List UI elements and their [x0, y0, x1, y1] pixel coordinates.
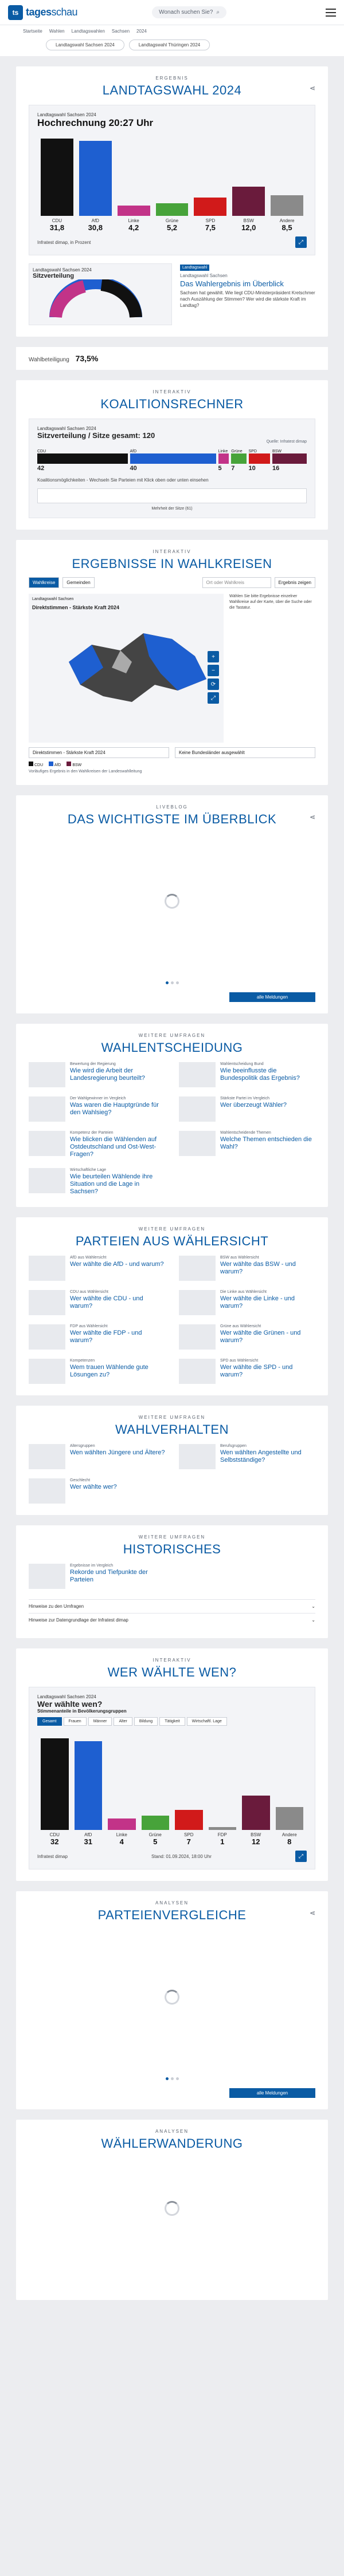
teaser-tile[interactable] [29, 1131, 165, 1159]
tile-title: Wen wählten Angestellte und Selbstständige? [220, 1449, 302, 1464]
bar-fdp [209, 1731, 237, 1846]
expand-icon[interactable]: ⤢ [295, 236, 307, 248]
menu-icon[interactable] [326, 9, 336, 17]
bar-fill [75, 1741, 103, 1830]
tile-title: Wer überzeugt Wähler? [220, 1102, 287, 1108]
seat-count: 16 [272, 465, 280, 472]
tile-title: Wie beeinflusste die Bundespolitik das Ergebnis? [220, 1067, 300, 1082]
bar-fill [276, 1807, 304, 1830]
bar-value: 4,2 [128, 223, 139, 232]
teaser-tile[interactable] [29, 1168, 165, 1196]
party-grid [29, 1256, 315, 1384]
election-tabs [0, 37, 344, 56]
turnout-row [16, 347, 328, 370]
teaser-tile[interactable] [179, 1359, 315, 1384]
zoom-out-icon[interactable]: − [208, 665, 219, 676]
decision-section [16, 1024, 328, 1207]
expand-icon[interactable]: ⤢ [295, 1851, 307, 1862]
bar-fill [108, 1818, 136, 1830]
state-select[interactable]: Keine Bundesländer ausgewählt [175, 747, 315, 758]
seat-label: Linke [218, 449, 228, 453]
section-kicker: LIVEBLOG [156, 804, 188, 810]
breadcrumb-item[interactable]: Wahlen [49, 29, 65, 34]
voter-migration-section [16, 2120, 328, 2300]
teaser-tile[interactable] [179, 1256, 315, 1281]
legend-bsw: BSW [67, 762, 81, 767]
who-voted-section [16, 1648, 328, 1881]
map-source: Vorläufiges Ergebnis in den Wahlkreisen der Landeswahlleitung [29, 770, 142, 774]
reset-icon[interactable]: ⟳ [208, 678, 219, 690]
party-compare-section [16, 1891, 328, 2109]
all-messages-button[interactable]: alle Meldungen [229, 992, 315, 1002]
bar-label: Grüne [148, 1832, 162, 1838]
panel-desc: Stimmenanteile in Bevölkerungsgruppen [37, 1709, 127, 1714]
coalition-panel [29, 419, 315, 518]
teaser-tile[interactable] [29, 1256, 165, 1281]
bar-label: Linke [116, 1832, 127, 1838]
who-voted-footnote: Infratest dimap [37, 1853, 68, 1859]
thumbnail [179, 1359, 216, 1384]
coalition-builder-bar[interactable] [37, 488, 307, 503]
bar-fill [194, 198, 226, 216]
legend-afd: AfD [49, 762, 61, 767]
logo-wordmark [26, 6, 77, 18]
history-section [16, 1525, 328, 1638]
tile-title: Wem trauen Wählende gute Lösungen zu? [70, 1364, 148, 1379]
breadcrumb [0, 25, 344, 37]
thumbnail [29, 1168, 65, 1193]
bar-fill [156, 203, 189, 216]
section-title: WAHLVERHALTEN [115, 1422, 229, 1437]
coalition-source: Quelle: Infratest dimap [266, 440, 307, 444]
seat-cdu[interactable] [37, 449, 128, 472]
top-bar [0, 0, 344, 25]
bar-value: 4 [119, 1837, 124, 1847]
thumbnail [179, 1062, 216, 1087]
party-view-section [16, 1217, 328, 1395]
tile-kicker: FDP aus Wählersicht [70, 1324, 108, 1329]
turnout-label: Wahlbeteiligung [29, 357, 69, 363]
seat-count: 42 [37, 465, 45, 472]
bar-cdu [41, 135, 73, 232]
bar-label: SPD [184, 1832, 194, 1838]
thumbnail [179, 1131, 216, 1156]
bar-fill [271, 195, 303, 216]
seat-spd[interactable] [249, 449, 271, 472]
logo-mark: ts [8, 5, 23, 20]
seat-count: 7 [231, 465, 235, 472]
bar-value: 5 [153, 1837, 158, 1847]
teaser-tile[interactable] [179, 1131, 315, 1159]
teaser-tile[interactable] [29, 1290, 165, 1315]
tile-title: Wie blicken die Wählenden auf Ostdeutschland und Ost-West-Fragen? [70, 1136, 157, 1158]
filter-tab[interactable]: Alter [114, 1717, 132, 1726]
bar-fill [41, 1738, 69, 1830]
section-title: WÄHLERWANDERUNG [101, 2136, 243, 2151]
bar-fill [41, 139, 73, 216]
compare-slider[interactable] [29, 1923, 315, 2072]
thumbnail [179, 1096, 216, 1122]
filter-tab[interactable]: Bildung [134, 1717, 158, 1726]
bar-label: FDP [217, 1832, 227, 1838]
tile-kicker: AfD aus Wählersicht [70, 1256, 107, 1260]
tile-title: Wer wählte die Grünen - und warum? [220, 1330, 301, 1344]
seat-count: 40 [130, 465, 137, 472]
section-kicker: WEITERE UMFRAGEN [138, 1226, 206, 1232]
teaser-tile[interactable] [29, 1324, 165, 1350]
constituency-map[interactable] [29, 594, 224, 743]
search-input[interactable] [152, 6, 226, 18]
seat-count: 5 [218, 465, 222, 472]
loading-spinner-icon [165, 1990, 179, 2005]
section-kicker: INTERAKTIV [153, 1658, 191, 1663]
result-bar-chart [37, 135, 307, 232]
behaviour-section [16, 1406, 328, 1515]
teaser-tile[interactable] [29, 1444, 165, 1469]
toggle-wahlkreise[interactable]: Wahlkreise [29, 577, 59, 588]
map-note: Wählen Sie bitte Ergebnisse einzelner Wahlkreise auf der Karte, über die Suche oder die Tastatur. [229, 594, 312, 610]
section-title: WAHLENTSCHEIDUNG [101, 1040, 243, 1055]
tile-title: Welche Themen entschieden die Wahl? [220, 1136, 312, 1151]
thumbnail [29, 1256, 65, 1281]
migration-placeholder [29, 2151, 315, 2266]
behaviour-grid [29, 1444, 315, 1504]
bar-label: CDU [49, 1832, 60, 1838]
teaser-tile[interactable] [179, 1096, 315, 1122]
tile-title: Wie beurteilen Wählende ihre Situation und die Lage in Sachsen? [70, 1173, 153, 1195]
share-icon[interactable]: ⋖ [309, 1909, 315, 1918]
tile-title: Wer wählte die AfD - und warum? [70, 1261, 164, 1268]
teaser-tile[interactable] [179, 1062, 315, 1087]
who-voted-date: Stand: 01.09.2024, 18:00 Uhr [151, 1853, 212, 1859]
section-title: PARTEIEN AUS WÄHLERSICHT [75, 1234, 269, 1249]
share-icon[interactable]: ⋖ [309, 813, 315, 821]
tile-kicker: Kompetenzen [70, 1359, 95, 1363]
legend-cdu: CDU [29, 762, 43, 767]
teaser-kicker: Landtagswahl Sachsen [180, 273, 228, 278]
logo-thin: schau [51, 6, 78, 18]
section-title: WER WÄHLTE WEN? [107, 1665, 237, 1680]
bar-value: 31 [84, 1837, 92, 1847]
tile-title: Wie wird die Arbeit der Landesregierung beurteilt? [70, 1067, 145, 1082]
panel-title: Sitzverteilung / Sitze gesamt: 120 [37, 431, 155, 440]
tile-kicker: BSW aus Wählersicht [220, 1256, 259, 1260]
who-voted-bar-chart [37, 1731, 307, 1846]
seat-grüne[interactable] [231, 449, 246, 472]
section-kicker: INTERAKTIV [153, 389, 191, 395]
loading-spinner-icon [165, 894, 179, 909]
toggle-gemeinden[interactable]: Gemeinden [62, 577, 94, 588]
majority-label: Mehrheit der Sitze (61) [151, 507, 193, 511]
bar-label: CDU [52, 218, 62, 223]
map-mode-select[interactable]: Direktstimmen - Stärkste Kraft 2024 [29, 747, 169, 758]
result-panel [29, 105, 315, 255]
coalition-seat-bar [37, 449, 307, 472]
bar-value: 7,5 [205, 223, 216, 232]
teaser-tile[interactable] [29, 1478, 165, 1504]
tagesschau-logo[interactable] [8, 5, 77, 20]
bar-label: Grüne [165, 218, 179, 223]
tile-kicker: Ergebnisse im Vergleich [70, 1564, 114, 1568]
bar-label: AfD [91, 218, 99, 223]
filter-tab[interactable]: Gesamt [37, 1717, 62, 1726]
fullscreen-icon[interactable]: ⤢ [208, 692, 219, 704]
panel-subtitle: Landtagswahl Sachsen 2024 [37, 426, 96, 431]
thumbnail [179, 1324, 216, 1350]
bar-value: 8,5 [282, 223, 292, 232]
filter-tab[interactable]: Frauen [64, 1717, 87, 1726]
seat-hemicycle-icon [33, 279, 159, 319]
bar-value: 30,8 [88, 223, 103, 232]
bar-cdu [41, 1731, 69, 1846]
search-icon: ⌕ [216, 9, 220, 15]
bar-fill [232, 187, 265, 216]
coalition-section [16, 380, 328, 530]
thumbnail [179, 1290, 216, 1315]
tile-title: Was waren die Hauptgründe für den Wahlsieg? [70, 1102, 159, 1117]
search-label: Wonach suchen Sie? [159, 9, 213, 15]
bar-spd [194, 135, 226, 232]
bar-fill [175, 1810, 203, 1830]
seat-label: SPD [248, 449, 257, 453]
panel-subtitle: Landtagswahl Sachsen 2024 [37, 112, 96, 117]
section-kicker: INTERAKTIV [153, 549, 191, 554]
mini-sub: Landtagswahl Sachsen 2024 [33, 267, 92, 273]
result-teaser[interactable] [180, 263, 315, 325]
section-title: PARTEIENVERGLEICHE [97, 1908, 247, 1923]
thumbnail [29, 1324, 65, 1350]
bar-bsw [232, 135, 265, 232]
bar-fill [242, 1796, 270, 1830]
filter-tab[interactable]: Wirtschaftl. Lage [187, 1717, 227, 1726]
mini-title: Sitzverteilung [33, 273, 75, 279]
thumbnail [29, 1062, 65, 1087]
tile-kicker: Altersgruppen [70, 1444, 95, 1449]
tile-kicker: Wirtschaftliche Lage [70, 1167, 107, 1172]
overview-section [16, 795, 328, 1013]
chevron-down-icon: ⌄ [311, 1604, 315, 1609]
teaser-tile[interactable] [29, 1062, 165, 1087]
history-tile[interactable] [29, 1564, 165, 1589]
seat-mini-panel[interactable] [29, 263, 172, 325]
filter-tab[interactable]: Männer [88, 1717, 112, 1726]
bar-value: 5,2 [166, 223, 178, 232]
constituency-section [16, 540, 328, 785]
bar-value: 32 [50, 1837, 59, 1847]
result-footnote: Infratest dimap, in Prozent [37, 239, 91, 245]
tile-kicker: Der Wahlgewinner im Vergleich [70, 1096, 126, 1100]
panel-title: Hochrechnung 20:27 Uhr [37, 117, 154, 128]
seat-label: Grüne [231, 449, 243, 453]
coalition-hint: Koalitionsmöglichkeiten - Wechseln Sie Parteien mit Klick oben oder unten einsehen [37, 478, 209, 483]
tile-kicker: Die Linke aus Wählersicht [220, 1290, 267, 1295]
bar-label: Andere [282, 1832, 297, 1838]
bar-label: Andere [279, 218, 295, 223]
thumbnail [179, 1444, 216, 1469]
tile-title: Wer wählte das BSW - und warum? [220, 1261, 296, 1276]
seat-label: CDU [37, 449, 46, 453]
bar-value: 1 [220, 1837, 225, 1847]
map-sub: Landtagswahl Sachsen [32, 597, 74, 601]
seat-count: 10 [248, 465, 256, 472]
bar-fill [118, 206, 150, 216]
tile-kicker: Bewertung der Regierung [70, 1062, 116, 1066]
teaser-title: Das Wahlergebnis im Überblick [180, 279, 284, 288]
overview-slider[interactable] [29, 827, 315, 976]
section-kicker: ERGEBNIS [155, 76, 189, 81]
section-kicker: WEITERE UMFRAGEN [138, 1534, 206, 1540]
section-title: HISTORISCHES [123, 1542, 221, 1557]
section-title: LANDTAGSWAHL 2024 [102, 83, 242, 97]
thumbnail [29, 1096, 65, 1122]
tile-kicker: Wahlentscheidende Themen [220, 1131, 271, 1135]
share-icon[interactable]: ⋖ [309, 84, 315, 92]
decision-grid [29, 1062, 315, 1196]
tile-title: Wer wählte die SPD - und warum? [220, 1364, 293, 1379]
bar-linke [118, 135, 150, 232]
bar-spd [175, 1731, 203, 1846]
bar-afd [79, 135, 112, 232]
section-title: ERGEBNISSE IN WAHLKREISEN [72, 557, 272, 571]
zoom-in-icon[interactable]: + [208, 651, 219, 662]
thumbnail [29, 1478, 65, 1504]
bar-grüne [142, 1731, 170, 1846]
show-result-button[interactable]: Ergebnis zeigen [275, 577, 315, 588]
section-title: KOALITIONSRECHNER [100, 397, 244, 411]
bar-linke [108, 1731, 136, 1846]
result-section [16, 66, 328, 337]
section-kicker: ANALYSEN [155, 2129, 189, 2135]
bar-label: Linke [128, 218, 139, 223]
bar-value: 12 [252, 1837, 260, 1847]
tile-title: Rekorde und Tiefpunkte der Parteien [70, 1569, 148, 1584]
bar-bsw [242, 1731, 270, 1846]
teaser-tag: Landtagswahl [180, 265, 209, 271]
chevron-down-icon: ⌄ [311, 1618, 315, 1623]
bar-value: 12,0 [241, 223, 256, 232]
breadcrumb-item[interactable]: Startseite [23, 29, 42, 34]
tile-title: Wer wählte die CDU - und warum? [70, 1295, 143, 1310]
bar-andere [271, 135, 303, 232]
slider-dots[interactable] [29, 981, 315, 984]
logo-bold: tages [26, 6, 52, 18]
tile-title: Wer wählte wer? [70, 1484, 117, 1491]
tile-title: Wer wählte die Linke - und warum? [220, 1295, 295, 1310]
teaser-tile[interactable] [179, 1290, 315, 1315]
tile-kicker: Berufsgruppen [220, 1444, 247, 1449]
bar-value: 7 [186, 1837, 191, 1847]
teaser-tile[interactable] [179, 1444, 315, 1469]
thumbnail [29, 1131, 65, 1156]
seat-bsw[interactable] [272, 449, 307, 472]
filter-tab[interactable]: Tätigkeit [159, 1717, 185, 1726]
tile-kicker: Stärkste Partei im Vergleich [220, 1096, 269, 1100]
tab-thueringen[interactable]: Landtagswahl Thüringen 2024 [129, 40, 210, 50]
breadcrumb-item: 2024 [136, 29, 147, 34]
thumbnail [29, 1444, 65, 1469]
section-kicker: WEITERE UMFRAGEN [138, 1033, 206, 1038]
slider-dots[interactable] [29, 2077, 315, 2080]
panel-subtitle: Landtagswahl Sachsen 2024 [37, 1694, 96, 1700]
panel-title: Wer wählte wen? [37, 1699, 103, 1709]
tile-kicker: Geschlecht [70, 1478, 91, 1483]
map-title: Direktstimmen - Stärkste Kraft 2024 [32, 605, 120, 610]
tile-kicker: Kompetenz der Parteien [70, 1131, 114, 1135]
bar-label: AfD [84, 1832, 92, 1838]
constituency-search-input[interactable]: Ort oder Wahlkreis [202, 577, 271, 588]
seat-afd[interactable] [130, 449, 216, 472]
thumbnail [179, 1256, 216, 1281]
section-kicker: WEITERE UMFRAGEN [138, 1415, 206, 1421]
bar-fill [79, 141, 112, 216]
breadcrumb-item[interactable]: Sachsen [111, 29, 130, 34]
turnout-value: 73,5% [75, 354, 99, 363]
bar-label: BSW [243, 218, 254, 223]
seat-label: AfD [130, 449, 137, 453]
tile-title: Wen wählten Jüngere und Ältere? [70, 1449, 165, 1457]
tile-kicker: Wahlentscheidung Bund [220, 1062, 264, 1066]
teaser-desc: Sachsen hat gewählt. Wie liegt CDU-Ministerpräsident Kretschmer nach Auszählung der Stimmen? Wer wird die stärkste Kraft im Landtag? [180, 290, 315, 308]
bar-value: 8 [287, 1837, 292, 1847]
bar-label: BSW [251, 1832, 261, 1838]
bar-grüne [156, 135, 189, 232]
tile-kicker: Grüne aus Wählersicht [220, 1324, 261, 1329]
tile-title: Wer wählte die FDP - und warum? [70, 1330, 142, 1344]
thumbnail [29, 1359, 65, 1384]
accordion-survey-notes[interactable]: Hinweise zu den Umfragen ⌄ [29, 1599, 315, 1613]
bar-fill [209, 1827, 237, 1830]
seat-label: BSW [272, 449, 282, 453]
seat-linke[interactable] [218, 449, 229, 472]
tile-kicker: SPD aus Wählersicht [220, 1359, 259, 1363]
bar-afd [75, 1731, 103, 1846]
teaser-tile[interactable] [179, 1324, 315, 1350]
saxony-map-shape [46, 610, 218, 713]
tile-kicker: CDU aus Wählersicht [70, 1290, 108, 1295]
bar-label: SPD [205, 218, 216, 223]
bar-andere [276, 1731, 304, 1846]
accordion-data-notes[interactable]: Hinweise zur Datengrundlage der Infratest dimap ⌄ [29, 1613, 315, 1627]
teaser-tile[interactable] [29, 1096, 165, 1122]
tab-sachsen[interactable]: Landtagswahl Sachsen 2024 [46, 40, 124, 50]
section-title: DAS WICHTIGSTE IM ÜBERBLICK [67, 812, 277, 826]
loading-spinner-icon [165, 2201, 179, 2216]
thumbnail [29, 1564, 65, 1589]
who-voted-panel [29, 1687, 315, 1869]
group-filter-tabs [37, 1717, 307, 1726]
section-kicker: ANALYSEN [155, 1900, 189, 1906]
bar-value: 31,8 [49, 223, 65, 232]
teaser-tile[interactable] [29, 1359, 165, 1384]
all-messages-button[interactable]: alle Meldungen [229, 2088, 315, 2098]
breadcrumb-item[interactable]: Landtagswahlen [71, 29, 105, 34]
thumbnail [29, 1290, 65, 1315]
bar-fill [142, 1816, 170, 1830]
